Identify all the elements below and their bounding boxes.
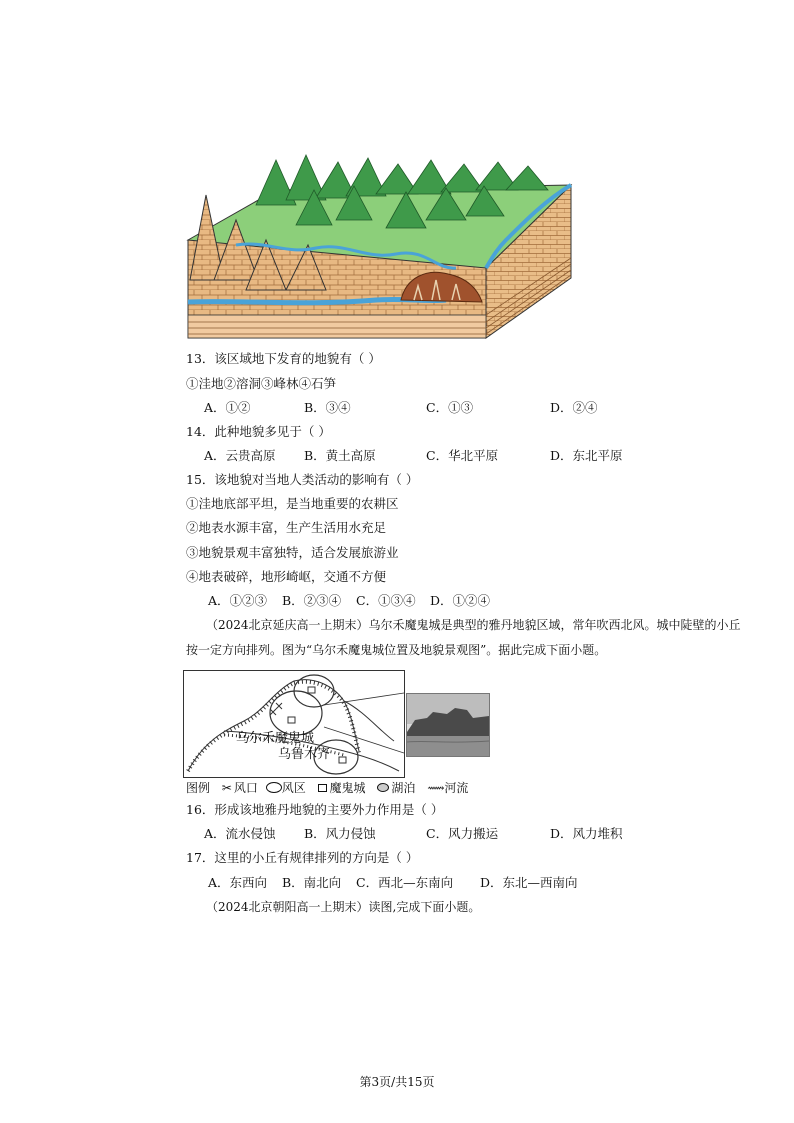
q15-option-d[interactable]: D．①②④ [430, 593, 491, 608]
map-legend [186, 780, 468, 796]
q17-stem: 17．这里的小丘有规律排列的方向是（ ） [186, 850, 419, 865]
karst-diagram-svg [186, 150, 578, 340]
q16-option-d[interactable]: D．风力堆积 [550, 826, 623, 841]
intro2-line1: （2024北京延庆高一上期末）乌尔禾魔鬼城是典型的雅丹地貌区域，常年吹西北风。城中陡壁的小丘 [206, 618, 741, 632]
q14-option-c[interactable]: C．华北平原 [426, 448, 499, 463]
map-label-urumqi: 乌鲁木齐 [278, 747, 331, 762]
page-footer: 第3页/共15页 [359, 1075, 435, 1089]
q16-option-a[interactable]: A．流水侵蚀 [204, 826, 276, 841]
q14-option-b[interactable]: B．黄土高原 [304, 448, 376, 463]
location-map [183, 670, 405, 778]
intro2-line2: 按一定方向排列。图为“乌尔禾魔鬼城位置及地貌景观图”。据此完成下面小题。 [186, 643, 607, 657]
q15-item-1: ①洼地底部平坦，是当地重要的农耕区 [186, 496, 399, 511]
q16-stem: 16．形成该地雅丹地貌的主要外力作用是（ ） [186, 802, 444, 817]
q16-option-c[interactable]: C．风力搬运 [426, 826, 499, 841]
wind-zone-icon [266, 782, 282, 793]
q15-option-b[interactable]: B．②③④ [282, 593, 342, 608]
yardang-landscape-photo [406, 693, 490, 757]
intro3: （2024北京朝阳高一上期末）读图,完成下面小题。 [206, 900, 481, 914]
q17-option-b[interactable]: B．南北向 [282, 875, 342, 890]
q16-option-b[interactable]: B．风力侵蚀 [304, 826, 376, 841]
q15-item-3: ③地貌景观丰富独特，适合发展旅游业 [186, 545, 399, 560]
legend-wind-gap: 风口 [233, 781, 258, 795]
q14-stem: 14．此种地貌多见于（ ） [186, 424, 331, 439]
legend-lake: 湖泊 [391, 781, 416, 795]
q15-stem: 15．该地貌对当地人类活动的影响有（ ） [186, 472, 419, 487]
wind-gap-icon: ✂ [221, 781, 232, 795]
q17-option-a[interactable]: A．东西向 [208, 875, 268, 890]
karst-block-diagram [186, 150, 578, 340]
map-label-city: 乌尔禾魔鬼城 [236, 731, 315, 746]
q15-item-2: ②地表水源丰富，生产生活用水充足 [186, 520, 387, 535]
q13-option-b[interactable]: B．③④ [304, 400, 351, 415]
devil-city-icon [318, 784, 327, 792]
lake-icon [377, 783, 389, 792]
q13-option-d[interactable]: D．②④ [550, 400, 598, 415]
river-icon: ⟿ [427, 781, 445, 795]
q15-option-a[interactable]: A．①②③ [208, 593, 268, 608]
q14-option-d[interactable]: D．东北平原 [550, 448, 623, 463]
legend-devil-city: 魔鬼城 [329, 781, 366, 795]
q13-stem: 13．该区域地下发育的地貌有（ ） [186, 351, 381, 366]
q14-option-a[interactable]: A．云贵高原 [204, 448, 276, 463]
legend-title: 图例 [186, 781, 211, 795]
legend-wind-zone: 风区 [281, 781, 306, 795]
legend-river: 河流 [444, 781, 469, 795]
q17-option-c[interactable]: C．西北—东南向 [356, 875, 454, 890]
q13-option-a[interactable]: A．①② [204, 400, 251, 415]
q15-option-c[interactable]: C．①③④ [356, 593, 416, 608]
q17-option-d[interactable]: D．东北—西南向 [480, 875, 578, 890]
q15-item-4: ④地表破碎，地形崎岖，交通不方便 [186, 569, 387, 584]
q13-option-c[interactable]: C．①③ [426, 400, 474, 415]
q13-sub: ①洼地②溶洞③峰林④石笋 [186, 376, 337, 391]
